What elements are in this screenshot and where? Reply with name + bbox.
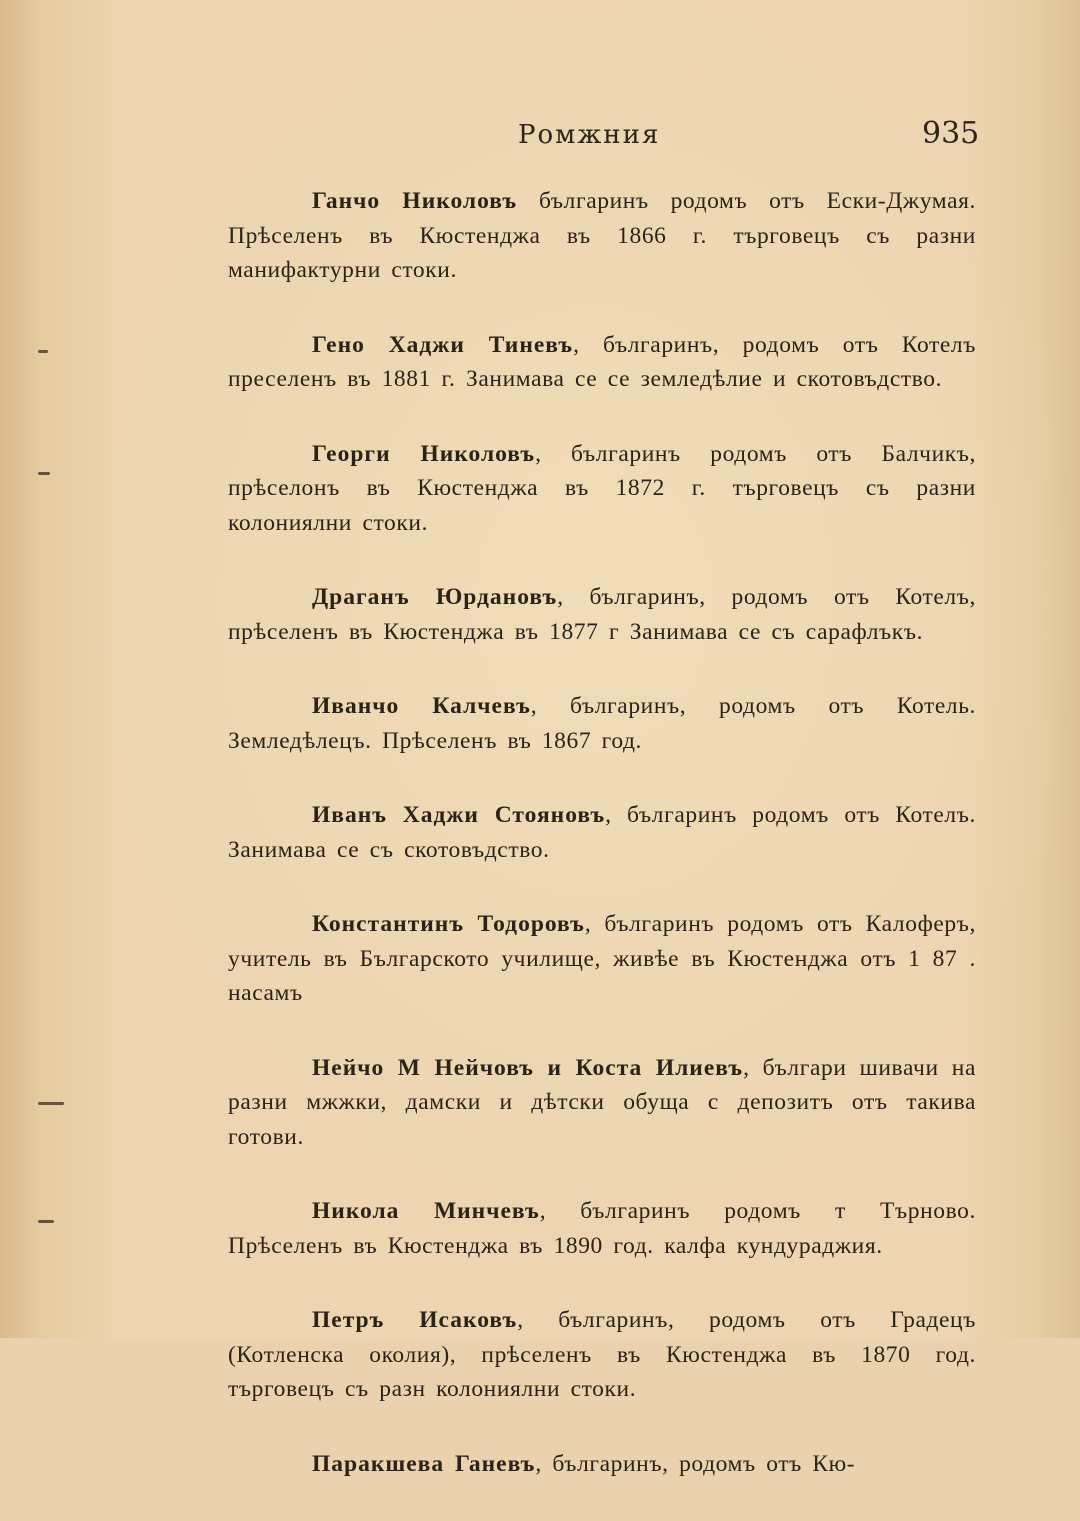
entry	[228, 184, 976, 288]
entry-name: Иванчо Калчевъ	[312, 693, 531, 719]
entry-name: Паракшева Ганевъ	[312, 1450, 536, 1477]
entry	[228, 328, 976, 397]
entry-name: Никола Минчевъ	[312, 1198, 540, 1224]
entry-name: Ганчо Николовъ	[312, 188, 518, 214]
binding-mark	[38, 1102, 64, 1105]
page-number: 935	[922, 116, 980, 151]
entry	[228, 1051, 976, 1155]
entry	[228, 1194, 976, 1263]
entries-list	[228, 184, 976, 1521]
entry-text: , българинъ родомъ отъ Балчикъ, прѣселонъ въ Кюстенджа въ 1872 г. търговецъ съ разни колониялни стоки.	[228, 440, 976, 536]
entry	[228, 907, 976, 1011]
entry-text: , българи шивачи на разни мжжки, дамски и дѣтски обуща с депозитъ отъ такива готови.	[228, 1054, 976, 1150]
entry-text: , българинъ родомъ отъ Калоферъ, учитель въ Българското училище, живѣе въ Кюстенджа отъ 1 87 . насамъ	[228, 911, 976, 1006]
entry-text: българинъ родомъ отъ Ески-Джумая. Прѣселенъ въ Кюстенджа въ 1866 г. търговецъ съ разни манифактурни стоки.	[228, 188, 976, 283]
entry-text: , българинъ, родомъ отъ Градецъ (Котленска околия), прѣселенъ въ Кюстенджа въ 1870 год. търговецъ съ разн колониялни стоки.	[228, 1307, 976, 1402]
binding-mark	[38, 1220, 54, 1223]
entry	[228, 798, 976, 867]
running-head: Ромжния	[518, 120, 661, 150]
entry-name: Драганъ Юрдановъ	[312, 584, 558, 610]
entry	[228, 437, 976, 541]
binding-mark	[38, 472, 50, 475]
entry-text: , българинъ родомъ отъ Котелъ. Занимава се съ скотовъдство.	[228, 802, 976, 863]
entry	[228, 1447, 976, 1482]
entry-text: , българинъ, родомъ отъ Котель. Земледѣлецъ. Прѣселенъ въ 1867 год.	[228, 693, 977, 754]
entry-text: , българинъ, родомъ отъ Котелъ преселенъ въ 1881 г. Занимава се се земледѣлие и скотовъдство.	[228, 331, 976, 392]
entry-name: Гено Хаджи Тиневъ	[312, 331, 574, 358]
entry-name: Нейчо М Нейчовъ и Коста Илиевъ	[312, 1054, 744, 1081]
entry-name: Петръ Исаковъ	[312, 1307, 518, 1333]
entry	[228, 580, 976, 649]
entry-name: Иванъ Хаджи Стояновъ	[312, 802, 606, 828]
entry-name: Константинъ Тодоровъ	[312, 911, 585, 937]
binding-mark	[38, 350, 48, 353]
entry-text: , българинъ, родомъ отъ Кю-	[535, 1450, 856, 1477]
entry	[228, 1303, 976, 1407]
entry-text: , българинъ родомъ т Търново. Прѣселенъ въ Кюстенджа въ 1890 год. калфа кундураджия.	[228, 1198, 976, 1259]
entry-text: , българинъ, родомъ отъ Котелъ, прѣселенъ въ Кюстенджа въ 1877 г Занимава се съ сарафлъкъ.	[228, 584, 976, 645]
entry-name: Георги Николовъ	[312, 440, 536, 467]
entry	[228, 689, 976, 758]
